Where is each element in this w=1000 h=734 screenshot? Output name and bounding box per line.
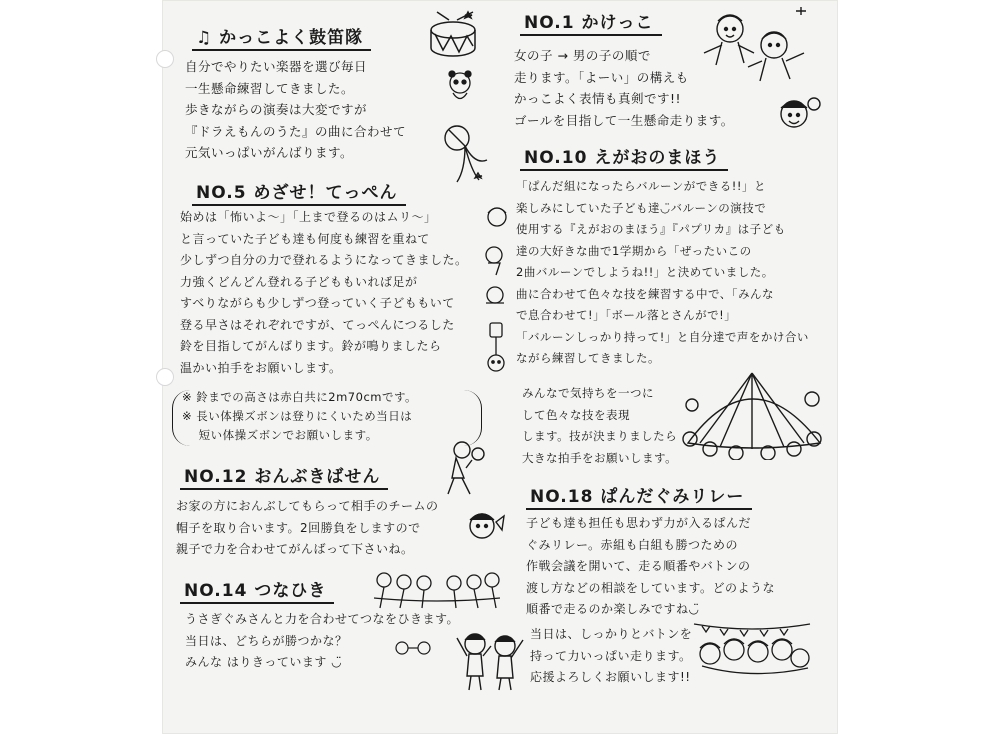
section-body-no10: 「ぱんだ組になったらバルーンができる!!」と 楽しみにしていた子ども達◡̈バルーンの演技で 使用する『えがおのまほう』『パプリカ』は子ども 達の大好きな曲で1学期から「ぜったいこの 2曲バルーンでしようね!!」と決めていました。 曲に合わせて色々な技を練習する中で、「みんな で息合わせて!」「ボール落とさんがで!」 「バルーンしっかり持って!」と自分達で声をかけ合い ながら練習してきました。 — [516, 179, 809, 365]
section-body-no12: お家の方におんぶしてもらって相手のチームの 帽子を取り合います。2回勝負をしますので 親子で力を合わせてがんばって下さいね。 — [176, 499, 439, 556]
section-title-drum: ♫ かっこよく鼓笛隊 — [192, 23, 371, 51]
piggyback-icon — [442, 438, 492, 498]
section-title-no5: NO.5 めざせ！てっぺん — [192, 178, 406, 206]
section-title-no14: NO.14 つなひき — [180, 576, 334, 604]
drum-icon — [425, 10, 485, 62]
section-body-no18: 子ども達も担任も思わず力が入るぱんだ ぐみリレー。赤組も白組も勝つための 作戦会議を開いて、走る順番やバトンの 渡し方などの相談をしています。どのような 順番で走るのか楽しみですね◡̈ — [526, 516, 776, 616]
cheer-icon — [772, 94, 822, 138]
section-notes-no5: ※ 鈴までの高さは赤白共に2m70cmです。 ※ 長い体操ズボンは登りにくいため当日は 短い体操ズボンでお願いします。 — [182, 390, 418, 442]
punch-hole — [156, 368, 174, 386]
cheer-icon — [455, 626, 525, 692]
piggyback-icon — [462, 508, 506, 548]
panda-icon — [445, 70, 475, 104]
punch-hole — [156, 50, 174, 68]
section-body-drum: 自分でやりたい楽器を選び毎日 一生懸命練習してきました。 歩きながらの演奏は大変ですが 『ドラえもんのうた』の曲に合わせて 元気いっぱいがんばります。 — [185, 59, 407, 160]
section-title-no18: NO.18 ぱんだぐみリレー — [526, 482, 752, 510]
relay-icon — [692, 620, 812, 682]
balloon-icon — [680, 365, 825, 460]
section-body2-no10: みんなで気持ちを一つに して色々な技を表現 します。技が決まりましたら 大きな拍手をお願いします。 — [522, 386, 678, 465]
tug-of-war-icon — [372, 570, 502, 612]
baton-icon — [435, 120, 495, 190]
section-title-no1: NO.1 かけっこ — [520, 8, 662, 36]
climb-icon — [482, 205, 512, 375]
section-body2-no18: 当日は、しっかりとバトンを 持って力いっぱい走ります。 応援よろしくお願いします!! — [530, 627, 693, 684]
section-title-no12: NO.12 おんぶきばせん — [180, 462, 388, 490]
tug-of-war-icon — [392, 636, 438, 660]
section-body-no14: うさぎぐみさんと力を合わせてつなをひきます。 当日は、どちらが勝つかな？ みんな はりきっています ◡̈ — [185, 612, 460, 669]
section-body-no1: 女の子 → 男の子の順で 走ります。「よーい」の構えも かっこよく表情も真剣です!! ゴールを目指して一生懸命走ります。 — [514, 48, 734, 128]
runners-icon — [700, 5, 810, 85]
section-title-no10: NO.10 えがおのまほう — [520, 143, 728, 171]
section-body-no5: 始めは「怖いよ～」「上まで登るのはムリ～」 と言っていた子ども達も何度も練習を重ねて 少しずつ自分の力で登れるようになってきました。 力強くどんどん登れる子どももいれば足が すべりながらも少しずつ登っていく子どももいて 登る早さはそれぞれですが、てっぺんにつるした 鈴を目指してがんばります。鈴が鳴りましたら 温かい拍手をお願いします。 — [180, 210, 468, 375]
